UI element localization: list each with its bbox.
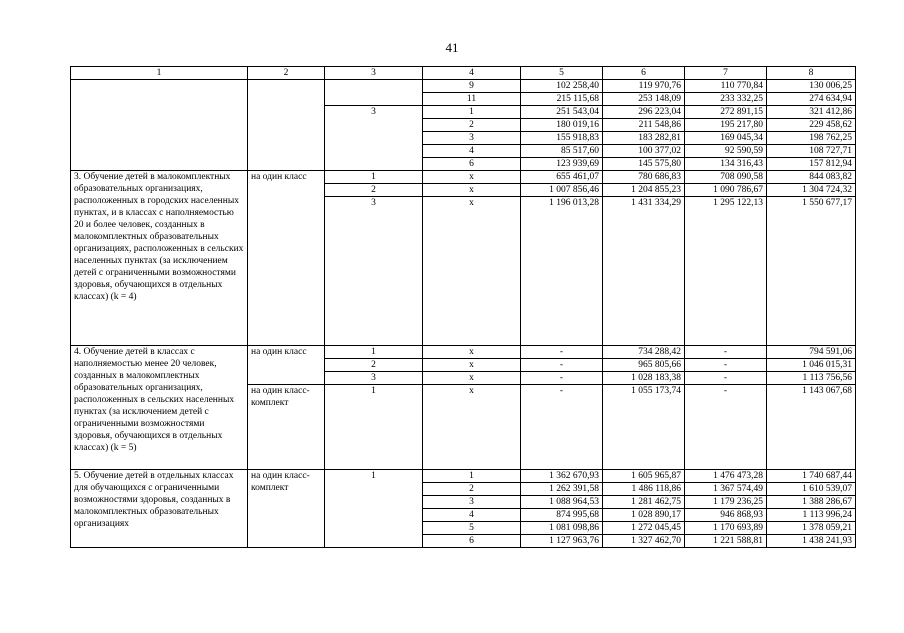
empty-cell <box>325 80 423 106</box>
cell-c8: 321 412,86 <box>767 106 856 119</box>
cell-c8: 130 006,25 <box>767 80 856 93</box>
cell-c6: 1 028 183,38 <box>603 372 685 385</box>
cell-c5: 85 517,60 <box>521 145 603 158</box>
cell-c3: 2 <box>325 359 423 372</box>
cell-c4: 2 <box>423 119 521 132</box>
cell-c5: - <box>521 359 603 372</box>
cell-c8: 1 550 677,17 <box>767 197 856 346</box>
cell-c6: 734 288,42 <box>603 346 685 359</box>
cell-c5: 1 262 391,58 <box>521 483 603 496</box>
unit-cell: на один класс-комплект <box>248 470 325 548</box>
header-cell: 7 <box>685 67 767 80</box>
cell-c4: x <box>423 385 521 470</box>
cell-c8: 1 378 059,21 <box>767 522 856 535</box>
cell-c7: 110 770,84 <box>685 80 767 93</box>
cell-c4: x <box>423 171 521 184</box>
cell-c4: 2 <box>423 483 521 496</box>
cell-c7: 1 179 236,25 <box>685 496 767 509</box>
cell-c5: 102 258,40 <box>521 80 603 93</box>
cell-c6: 1 431 334,29 <box>603 197 685 346</box>
cell-c4: 6 <box>423 158 521 171</box>
cell-c8: 1 113 996,24 <box>767 509 856 522</box>
section-5-title: 5. Обучение детей в отдельных классах для обучающихся с ограниченными возможностями здоровья, созданных в малокомплектных образовательных организациях <box>71 470 248 548</box>
cell-c4: 4 <box>423 145 521 158</box>
cell-c5: 180 019,16 <box>521 119 603 132</box>
cell-c8: 274 634,94 <box>767 93 856 106</box>
cell-c6: 1 204 855,23 <box>603 184 685 197</box>
cell-c7: 92 590,59 <box>685 145 767 158</box>
cell-c7: - <box>685 385 767 470</box>
cell-c7: 272 891,15 <box>685 106 767 119</box>
cell-c5: 1 088 964,53 <box>521 496 603 509</box>
cell-c7: 169 045,34 <box>685 132 767 145</box>
cell-c8: 1 740 687,44 <box>767 470 856 483</box>
section-3-title: 3. Обучение детей в малокомплектных образовательных организациях, расположенных в городских населенных пунктах, и в классах с наполняемостью 20 и более человек, созданных в малокомплектных образовательных организациях, расположенных в сельских населенных пунктах (за исключением детей с ограниченными возможностями здоровья, обучающихся в отдельных классах) (k = 4) <box>71 171 248 346</box>
cell-c3: 3 <box>325 106 423 171</box>
table-row <box>71 171 856 184</box>
empty-cell <box>71 80 248 171</box>
cell-c8: 1 143 067,68 <box>767 385 856 470</box>
table-row <box>71 80 856 93</box>
cell-c7: - <box>685 372 767 385</box>
unit-cell: на один класс <box>248 171 325 346</box>
cell-c8: 229 458,62 <box>767 119 856 132</box>
cell-c4: 3 <box>423 132 521 145</box>
table-row <box>71 346 856 359</box>
cell-c8: 844 083,82 <box>767 171 856 184</box>
cell-c7: 195 217,80 <box>685 119 767 132</box>
cell-c6: 253 148,09 <box>603 93 685 106</box>
cell-c3: 3 <box>325 372 423 385</box>
cell-c4: x <box>423 184 521 197</box>
cell-c3: 1 <box>325 385 423 470</box>
cell-c7: 1 295 122,13 <box>685 197 767 346</box>
cell-c6: 965 805,66 <box>603 359 685 372</box>
cell-c3: 1 <box>325 171 423 184</box>
cell-c4: 11 <box>423 93 521 106</box>
cell-c7: 1 090 786,67 <box>685 184 767 197</box>
cell-c5: 655 461,07 <box>521 171 603 184</box>
cell-c8: 1 388 286,67 <box>767 496 856 509</box>
page-number: 41 <box>445 40 459 55</box>
header-cell: 4 <box>423 67 521 80</box>
cell-c6: 1 605 965,87 <box>603 470 685 483</box>
cell-c4: x <box>423 346 521 359</box>
cell-c4: 6 <box>423 535 521 548</box>
cell-c5: - <box>521 346 603 359</box>
cell-c4: 1 <box>423 106 521 119</box>
cell-c7: 233 332,25 <box>685 93 767 106</box>
header-cell: 6 <box>603 67 685 80</box>
cell-c8: 1 113 756,56 <box>767 372 856 385</box>
cell-c5: 874 995,68 <box>521 509 603 522</box>
cell-c4: 4 <box>423 509 521 522</box>
cell-c7: 134 316,43 <box>685 158 767 171</box>
cell-c7: 946 868,93 <box>685 509 767 522</box>
cell-c6: 119 970,76 <box>603 80 685 93</box>
tariff-table <box>70 66 856 548</box>
cell-c5: 155 918,83 <box>521 132 603 145</box>
cell-c7: 1 170 693,89 <box>685 522 767 535</box>
cell-c6: 100 377,02 <box>603 145 685 158</box>
cell-c5: - <box>521 372 603 385</box>
header-cell: 8 <box>767 67 856 80</box>
cell-c6: 145 575,80 <box>603 158 685 171</box>
header-cell: 1 <box>71 67 248 80</box>
cell-c8: 1 046 015,31 <box>767 359 856 372</box>
cell-c5: 1 362 670,93 <box>521 470 603 483</box>
header-cell: 5 <box>521 67 603 80</box>
cell-c6: 1 486 118,86 <box>603 483 685 496</box>
cell-c7: 1 476 473,28 <box>685 470 767 483</box>
table-row <box>71 470 856 483</box>
cell-c6: 1 028 890,17 <box>603 509 685 522</box>
cell-c5: 1 081 098,86 <box>521 522 603 535</box>
header-row <box>71 67 856 80</box>
cell-c8: 108 727,71 <box>767 145 856 158</box>
cell-c4: 5 <box>423 522 521 535</box>
cell-c7: 1 367 574,49 <box>685 483 767 496</box>
unit-cell: на один класс <box>248 346 325 385</box>
cell-c5: - <box>521 385 603 470</box>
cell-c4: 3 <box>423 496 521 509</box>
cell-c7: - <box>685 346 767 359</box>
cell-c8: 1 610 539,07 <box>767 483 856 496</box>
cell-c6: 1 327 462,70 <box>603 535 685 548</box>
cell-c6: 211 548,86 <box>603 119 685 132</box>
cell-c7: 708 090,58 <box>685 171 767 184</box>
cell-c8: 198 762,25 <box>767 132 856 145</box>
section-4-title: 4. Обучение детей в классах с наполняемостью менее 20 человек, созданных в малокомплектных образовательных организациях, расположенных в сельских населенных пунктах (за исключением детей с ограниченными возможностями здоровья, обучающихся в отдельных классах) (k = 5) <box>71 346 248 470</box>
cell-c5: 1 127 963,76 <box>521 535 603 548</box>
cell-c5: 1 196 013,28 <box>521 197 603 346</box>
cell-c6: 1 272 045,45 <box>603 522 685 535</box>
cell-c7: 1 221 588,81 <box>685 535 767 548</box>
cell-c7: - <box>685 359 767 372</box>
cell-c4: 9 <box>423 80 521 93</box>
header-cell: 2 <box>248 67 325 80</box>
header-cell: 3 <box>325 67 423 80</box>
cell-c4: x <box>423 197 521 346</box>
cell-c8: 1 304 724,32 <box>767 184 856 197</box>
cell-c8: 157 812,94 <box>767 158 856 171</box>
empty-cell <box>248 80 325 171</box>
cell-c5: 1 007 856,46 <box>521 184 603 197</box>
cell-c4: 1 <box>423 470 521 483</box>
cell-c3: 2 <box>325 184 423 197</box>
cell-c3: 1 <box>325 346 423 359</box>
cell-c5: 123 939,69 <box>521 158 603 171</box>
cell-c8: 1 438 241,93 <box>767 535 856 548</box>
unit-cell: на один класс-комплект <box>248 385 325 470</box>
cell-c3: 3 <box>325 197 423 346</box>
cell-c6: 780 686,83 <box>603 171 685 184</box>
cell-c4: x <box>423 359 521 372</box>
cell-c4: x <box>423 372 521 385</box>
cell-c6: 1 281 462,75 <box>603 496 685 509</box>
cell-c8: 794 591,06 <box>767 346 856 359</box>
cell-c6: 1 055 173,74 <box>603 385 685 470</box>
cell-c5: 215 115,68 <box>521 93 603 106</box>
cell-c6: 183 282,81 <box>603 132 685 145</box>
cell-c5: 251 543,04 <box>521 106 603 119</box>
cell-c3: 1 <box>325 470 423 548</box>
cell-c6: 296 223,04 <box>603 106 685 119</box>
